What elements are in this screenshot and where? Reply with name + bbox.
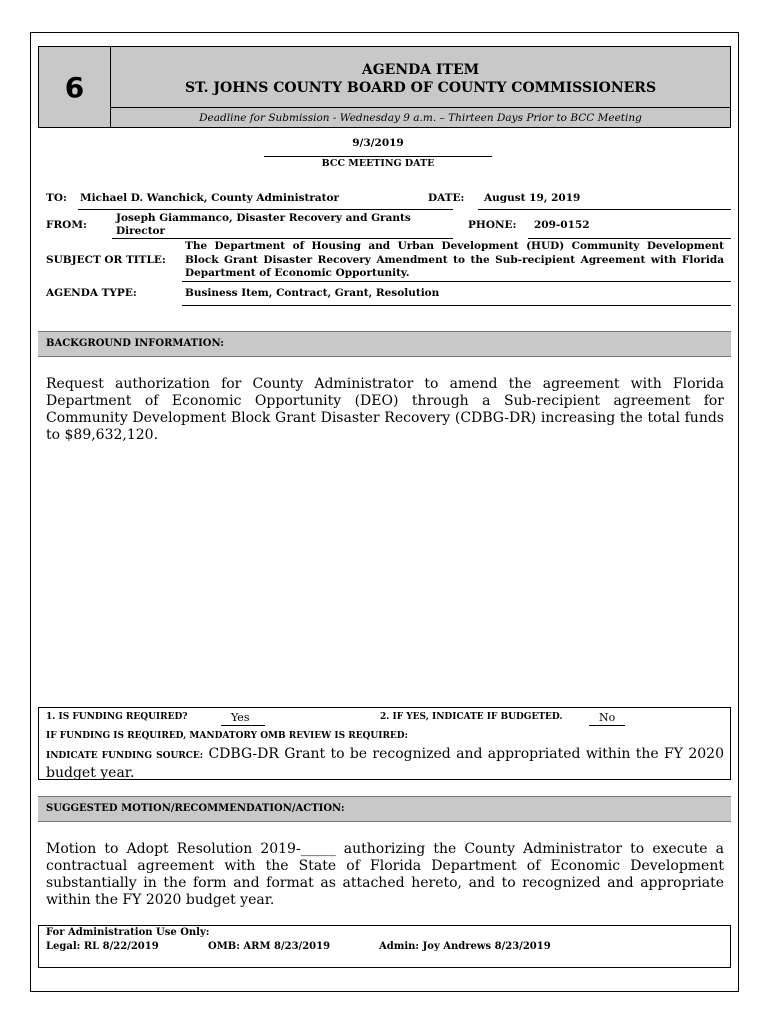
bcc-meeting-date-label: BCC MEETING DATE	[321, 158, 435, 169]
background-text: Request authorization for County Administrator to amend the agreement with Florida Department of Economic Opportunity (DEO) through a Sub-recipient agreement for Community Development Block Grant Disaster Recovery (CDBG-DR) increasing the total funds to $89,632,120.	[46, 376, 724, 443]
budgeted-label: 2. IF YES, INDICATE IF BUDGETED.	[380, 712, 563, 722]
phone-value: 209-0152	[534, 219, 590, 231]
agenda-type-value: Business Item, Contract, Grant, Resolution	[185, 287, 440, 299]
agenda-title-line1: AGENDA ITEM	[361, 62, 480, 78]
admin-heading: For Administration Use Only:	[46, 927, 210, 938]
date-value: August 19, 2019	[484, 192, 581, 204]
background-heading: BACKGROUND INFORMATION:	[38, 331, 731, 357]
funding-source-value: CDBG-DR Grant to be recognized and appropriated within the FY 2020 budget year.	[46, 746, 724, 781]
from-value	[116, 212, 411, 238]
subject-value: The Department of Housing and Urban Development (HUD) Community Development Block Grant Disaster Recovery Amendment to the Sub-recipient Agreement with Florida Department of Economic Opportunity.	[185, 240, 724, 279]
agenda-type-underline	[182, 305, 731, 306]
phone-underline	[528, 238, 731, 239]
funding-source	[46, 746, 724, 782]
subject-label: SUBJECT OR TITLE:	[46, 254, 166, 266]
agenda-item-number: 6	[39, 47, 111, 127]
agenda-header	[38, 46, 731, 128]
bcc-meeting-date: 9/3/2019	[352, 137, 404, 149]
to-underline	[78, 209, 453, 210]
omb-review-note: IF FUNDING IS REQUIRED, MANDATORY OMB REVIEW IS REQUIRED:	[46, 731, 408, 741]
phone-label: PHONE:	[468, 219, 517, 231]
agenda-type-label: AGENDA TYPE:	[46, 287, 137, 299]
admin-review: Admin: Joy Andrews 8/23/2019	[379, 941, 551, 952]
from-value-line2: Director	[116, 225, 166, 237]
agenda-title-line2: ST. JOHNS COUNTY BOARD OF COUNTY COMMISSIONERS	[184, 80, 657, 96]
from-value-line1: Joseph Giammanco, Disaster Recovery and Grants	[116, 212, 411, 224]
omb-review: OMB: ARM 8/23/2019	[208, 941, 331, 952]
submission-deadline: Deadline for Submission - Wednesday 9 a.m. – Thirteen Days Prior to BCC Meeting	[111, 107, 730, 128]
budgeted-value: No	[599, 711, 616, 724]
funding-source-label: INDICATE FUNDING SOURCE:	[46, 751, 204, 761]
to-value: Michael D. Wanchick, County Administrator	[80, 192, 340, 204]
subject-underline	[182, 281, 731, 282]
meeting-date-underline	[264, 156, 492, 157]
budgeted-underline	[589, 725, 625, 726]
from-label: FROM:	[46, 219, 87, 231]
from-underline	[112, 238, 453, 239]
funding-required-value: Yes	[231, 711, 250, 724]
agenda-title	[111, 61, 730, 97]
to-label: TO:	[46, 192, 67, 204]
date-underline	[478, 209, 731, 210]
date-label: DATE:	[428, 192, 465, 204]
motion-text: Motion to Adopt Resolution 2019-_____ authorizing the County Administrator to execute a contractual agreement with the State of Florida Department of Economic Development substantially in the form and format as attached hereto, and to recognized and appropriate within the FY 2020 budget year.	[46, 841, 724, 908]
funding-required-label: 1. IS FUNDING REQUIRED?	[46, 712, 188, 722]
legal-review: Legal: RL 8/22/2019	[46, 941, 159, 952]
funding-required-underline	[221, 725, 265, 726]
motion-heading: SUGGESTED MOTION/RECOMMENDATION/ACTION:	[38, 796, 731, 822]
